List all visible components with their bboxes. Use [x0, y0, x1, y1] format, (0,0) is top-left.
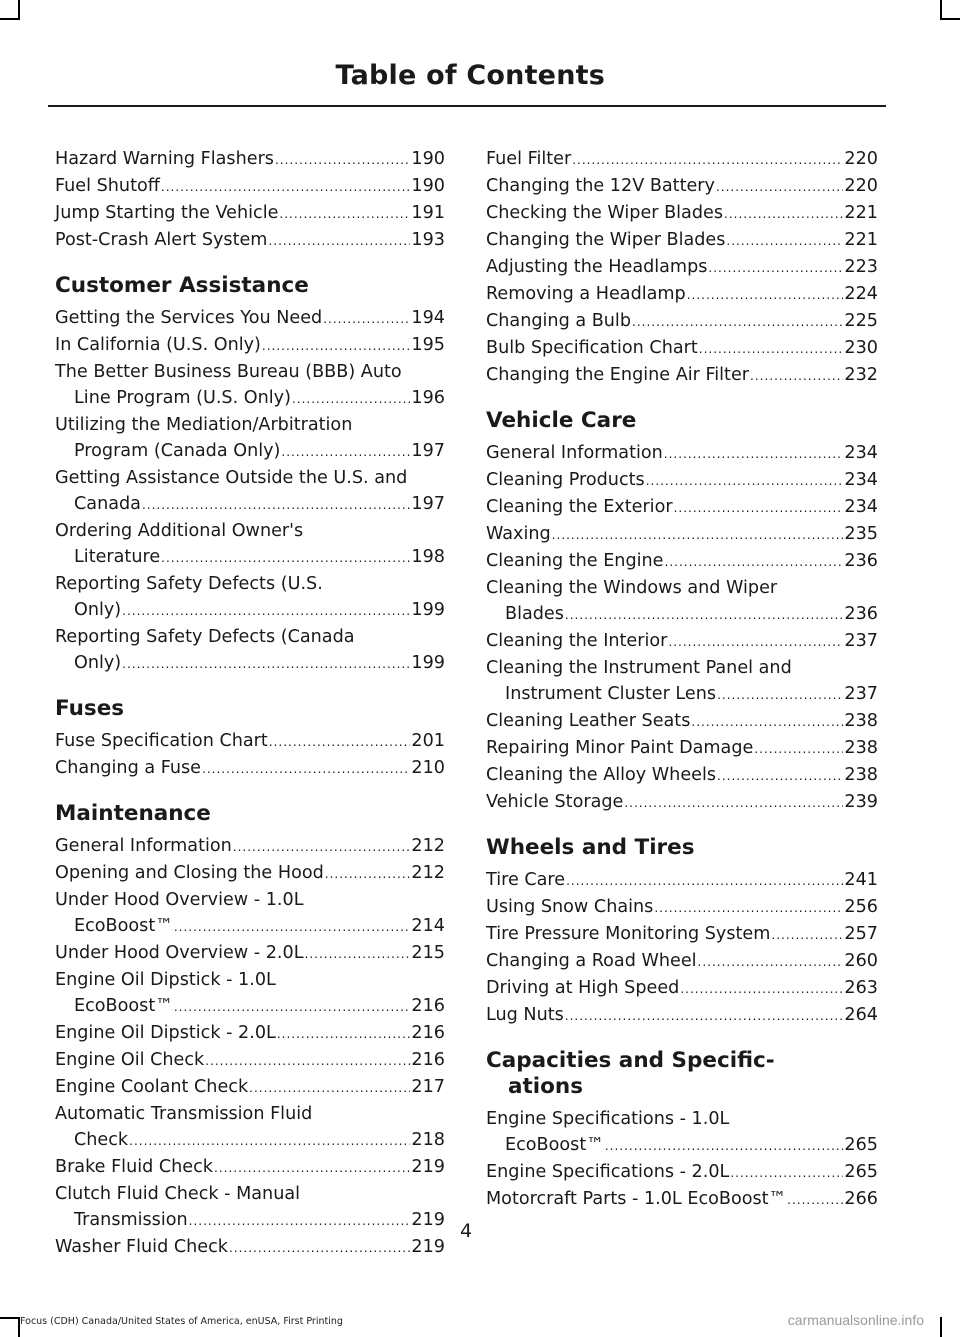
- toc-entry-page: 257: [844, 924, 878, 944]
- dot-leader: [292, 386, 410, 412]
- toc-entry[interactable]: [55, 940, 445, 967]
- toc-entry-title: Removing a Headlamp: [486, 284, 686, 304]
- toc-entry[interactable]: [55, 1074, 445, 1101]
- toc-entry-page: 260: [844, 951, 878, 971]
- toc-entry-page: 198: [411, 547, 445, 567]
- toc-entry-title: Cleaning the Windows and Wiper: [486, 578, 778, 598]
- dot-leader: [724, 201, 843, 227]
- toc-entry-page: 238: [844, 711, 878, 731]
- toc-entry-title: Cleaning the Exterior: [486, 497, 673, 517]
- dot-leader: [691, 709, 843, 735]
- toc-entry-title: Engine Oil Dipstick - 1.0L: [55, 970, 276, 990]
- footer-text: Focus (CDH) Canada/United States of America, enUSA, First Printing: [20, 1316, 343, 1327]
- dot-leader: [566, 868, 843, 894]
- toc-entry[interactable]: [486, 1186, 878, 1213]
- toc-entry-title: Only): [74, 600, 122, 620]
- toc-entry-page: 225: [844, 311, 878, 331]
- section-heading-line: Wheels and Tires: [486, 835, 695, 860]
- toc-entry-title: Check: [74, 1130, 129, 1150]
- dot-leader: [646, 468, 844, 494]
- toc-entry-title: Cleaning Leather Seats: [486, 711, 691, 731]
- dot-leader: [205, 1048, 410, 1074]
- dot-leader: [787, 1187, 843, 1213]
- toc-entry-title: Getting Assistance Outside the U.S. and: [55, 468, 408, 488]
- dot-leader: [605, 1133, 844, 1159]
- dot-leader: [665, 549, 844, 575]
- dot-leader: [708, 255, 843, 281]
- title-divider: [48, 105, 886, 107]
- toc-entry-title: General Information: [486, 443, 663, 463]
- section-heading-line: Customer Assistance: [55, 273, 309, 298]
- toc-entry-title: Driving at High Speed: [486, 978, 680, 998]
- toc-entry-page: 221: [844, 230, 878, 250]
- section-heading: [486, 408, 878, 434]
- toc-entry-page: 234: [844, 443, 878, 463]
- toc-entry-page: 196: [411, 388, 445, 408]
- toc-entry-page: 223: [844, 257, 878, 277]
- toc-entry-title: Utilizing the Mediation/Arbitration: [55, 415, 353, 435]
- toc-entry[interactable]: [55, 571, 445, 624]
- toc-entry-title: Changing the Wiper Blades: [486, 230, 726, 250]
- toc-entry[interactable]: [55, 227, 445, 254]
- toc-left-column: [55, 146, 445, 1261]
- toc-entry[interactable]: [486, 1106, 878, 1159]
- dot-leader: [262, 333, 410, 359]
- toc-entry[interactable]: [486, 308, 878, 335]
- dot-leader: [323, 306, 410, 332]
- toc-entry-title: Tire Care: [486, 870, 566, 890]
- dot-leader: [572, 147, 843, 173]
- toc-entry-title: Fuel Filter: [486, 149, 572, 169]
- dot-leader: [668, 629, 843, 655]
- toc-entry-page: 210: [411, 758, 445, 778]
- toc-entry-title: EcoBoost™: [74, 996, 173, 1016]
- toc-entry[interactable]: [55, 833, 445, 860]
- toc-entry-title: Post-Crash Alert System: [55, 230, 268, 250]
- toc-entry-title: Cleaning the Alloy Wheels: [486, 765, 717, 785]
- dot-leader: [750, 363, 843, 389]
- toc-entry-title: Washer Fluid Check: [55, 1237, 228, 1257]
- toc-entry[interactable]: [486, 628, 878, 655]
- toc-entry-title: Clutch Fluid Check - Manual: [55, 1184, 301, 1204]
- toc-entry-title: Engine Specifications - 1.0L: [486, 1109, 730, 1129]
- toc-entry-page: 221: [844, 203, 878, 223]
- toc-entry[interactable]: [486, 335, 878, 362]
- dot-leader: [269, 729, 411, 755]
- crop-mark-bottom-right: [940, 1317, 942, 1337]
- toc-entry[interactable]: [486, 894, 878, 921]
- dot-leader: [279, 201, 410, 227]
- toc-entry-page: 195: [411, 335, 445, 355]
- toc-entry[interactable]: [55, 173, 445, 200]
- toc-entry-title: Literature: [74, 547, 161, 567]
- toc-entry-title: In California (U.S. Only): [55, 335, 261, 355]
- toc-entry[interactable]: [55, 887, 445, 940]
- toc-entry[interactable]: [486, 1159, 878, 1186]
- toc-entry-page: 214: [411, 916, 445, 936]
- toc-entry-page: 234: [844, 470, 878, 490]
- toc-entry-title: Waxing: [486, 524, 551, 544]
- toc-entry-title: Using Snow Chains: [486, 897, 654, 917]
- toc-entry-title: Engine Oil Dipstick - 2.0L: [55, 1023, 276, 1043]
- section-heading-line: Vehicle Care: [486, 408, 637, 433]
- toc-entry-page: 194: [411, 308, 445, 328]
- toc-entry[interactable]: [55, 146, 445, 173]
- crop-mark-top-left: [18, 0, 20, 20]
- dot-leader: [174, 914, 411, 940]
- toc-entry[interactable]: [486, 146, 878, 173]
- toc-entry-title: Bulb Specification Chart: [486, 338, 698, 358]
- toc-entry[interactable]: [486, 254, 878, 281]
- toc-entry-title: Lug Nuts: [486, 1005, 564, 1025]
- toc-entry-page: 224: [844, 284, 878, 304]
- toc-entry-title: EcoBoost™: [505, 1135, 604, 1155]
- dot-leader: [305, 941, 411, 967]
- toc-entry[interactable]: [486, 467, 878, 494]
- crop-mark-bottom-left-h: [0, 1317, 20, 1319]
- toc-entry-page: 212: [411, 863, 445, 883]
- toc-entry[interactable]: [486, 281, 878, 308]
- toc-entry[interactable]: [486, 867, 878, 894]
- toc-entry-page: 219: [411, 1157, 445, 1177]
- dot-leader: [687, 282, 844, 308]
- dot-leader: [632, 309, 843, 335]
- toc-entry[interactable]: [55, 1101, 445, 1154]
- toc-entry-page: 236: [844, 604, 878, 624]
- toc-entry[interactable]: [55, 305, 445, 332]
- toc-entry-title: Hazard Warning Flashers: [55, 149, 274, 169]
- crop-mark-top-right-h: [940, 18, 960, 20]
- toc-entry-page: 264: [844, 1005, 878, 1025]
- toc-entry-title: Blades: [505, 604, 564, 624]
- toc-entry-page: 263: [844, 978, 878, 998]
- toc-entry-title: Repairing Minor Paint Damage: [486, 738, 754, 758]
- toc-entry[interactable]: [55, 465, 445, 518]
- dot-leader: [281, 439, 410, 465]
- toc-entry-title: Cleaning the Engine: [486, 551, 664, 571]
- toc-entry-page: 199: [411, 653, 445, 673]
- toc-entry-page: 191: [411, 203, 445, 223]
- toc-entry-title: Reporting Safety Defects (U.S.: [55, 574, 323, 594]
- dot-leader: [122, 651, 410, 677]
- toc-entry-title: Ordering Additional Owner's: [55, 521, 304, 541]
- toc-entry-page: 241: [844, 870, 878, 890]
- toc-entry[interactable]: [486, 921, 878, 948]
- section-heading: [486, 835, 878, 861]
- toc-entry[interactable]: [486, 494, 878, 521]
- toc-entry-title: Changing the Engine Air Filter: [486, 365, 750, 385]
- toc-entry-title: General Information: [55, 836, 232, 856]
- toc-entry[interactable]: [486, 521, 878, 548]
- toc-entry-page: 220: [844, 176, 878, 196]
- dot-leader: [202, 756, 410, 782]
- section-heading: [55, 801, 445, 827]
- dot-leader: [129, 1128, 410, 1154]
- toc-entry-title: Changing a Road Wheel: [486, 951, 697, 971]
- page-number: 4: [459, 1220, 473, 1242]
- dot-leader: [275, 147, 410, 173]
- toc-entry-page: 216: [411, 1050, 445, 1070]
- toc-entry-title: Jump Starting the Vehicle: [55, 203, 279, 223]
- toc-entry-title: Cleaning the Instrument Panel and: [486, 658, 792, 678]
- toc-entry[interactable]: [55, 412, 445, 465]
- toc-entry[interactable]: [486, 362, 878, 389]
- toc-entry[interactable]: [486, 440, 878, 467]
- crop-mark-top-left-h: [0, 18, 20, 20]
- toc-entry-title: Adjusting the Headlamps: [486, 257, 708, 277]
- toc-entry-page: 237: [844, 684, 878, 704]
- dot-leader: [122, 598, 410, 624]
- toc-entry[interactable]: [486, 1002, 878, 1029]
- toc-entry-title: Getting the Services You Need: [55, 308, 323, 328]
- toc-entry-page: 235: [844, 524, 878, 544]
- toc-entry[interactable]: [486, 948, 878, 975]
- toc-entry-title: Cleaning the Interior: [486, 631, 668, 651]
- toc-entry-page: 218: [411, 1130, 445, 1150]
- toc-right-column: [486, 146, 878, 1213]
- toc-entry-title: Only): [74, 653, 122, 673]
- dot-leader: [654, 895, 843, 921]
- toc-entry[interactable]: [486, 975, 878, 1002]
- toc-entry-page: 201: [411, 731, 445, 751]
- dot-leader: [142, 492, 410, 518]
- toc-entry[interactable]: [55, 1047, 445, 1074]
- toc-entry[interactable]: [55, 1154, 445, 1181]
- toc-entry-page: 265: [844, 1135, 878, 1155]
- toc-entry-page: 239: [844, 792, 878, 812]
- dot-leader: [674, 495, 844, 521]
- toc-entry-title: Engine Coolant Check: [55, 1077, 249, 1097]
- dot-leader: [161, 174, 411, 200]
- section-heading: [55, 273, 445, 299]
- dot-leader: [174, 994, 411, 1020]
- toc-entry-page: 265: [844, 1162, 878, 1182]
- dot-leader: [552, 522, 844, 548]
- toc-entry-page: 216: [411, 996, 445, 1016]
- toc-entry-page: 216: [411, 1023, 445, 1043]
- toc-entry[interactable]: [55, 967, 445, 1020]
- toc-entry-page: 190: [411, 176, 445, 196]
- toc-entry-title: Changing a Bulb: [486, 311, 631, 331]
- toc-entry-title: Automatic Transmission Fluid: [55, 1104, 313, 1124]
- dot-leader: [624, 790, 843, 816]
- toc-entry-page: 219: [411, 1237, 445, 1257]
- toc-entry-page: 266: [844, 1189, 878, 1209]
- dot-leader: [754, 736, 843, 762]
- toc-entry[interactable]: [486, 789, 878, 816]
- toc-entry[interactable]: [486, 735, 878, 762]
- toc-entry-page: 237: [844, 631, 878, 651]
- toc-entry[interactable]: [55, 624, 445, 677]
- toc-entry-title: Cleaning Products: [486, 470, 645, 490]
- toc-entry-title: Canada: [74, 494, 141, 514]
- toc-entry[interactable]: [55, 359, 445, 412]
- toc-entry-title: Opening and Closing the Hood: [55, 863, 324, 883]
- section-heading-line: Capacities and Specific-: [486, 1048, 775, 1073]
- dot-leader: [325, 861, 411, 887]
- toc-entry-title: Checking the Wiper Blades: [486, 203, 724, 223]
- dot-leader: [716, 174, 843, 200]
- dot-leader: [699, 336, 844, 362]
- toc-entry-title: Under Hood Overview - 1.0L: [55, 890, 304, 910]
- toc-entry-title: EcoBoost™: [74, 916, 173, 936]
- toc-entry-title: Reporting Safety Defects (Canada: [55, 627, 355, 647]
- toc-entry-title: Fuse Specification Chart: [55, 731, 268, 751]
- toc-entry[interactable]: [55, 200, 445, 227]
- toc-entry-title: Vehicle Storage: [486, 792, 624, 812]
- toc-entry[interactable]: [486, 173, 878, 200]
- toc-entry-page: 220: [844, 149, 878, 169]
- dot-leader: [565, 1003, 844, 1029]
- dot-leader: [717, 763, 843, 789]
- toc-entry-title: Instrument Cluster Lens: [505, 684, 717, 704]
- toc-entry-page: 234: [844, 497, 878, 517]
- dot-leader: [717, 682, 843, 708]
- dot-leader: [161, 545, 410, 571]
- dot-leader: [268, 228, 410, 254]
- toc-entry[interactable]: [486, 575, 878, 628]
- crop-mark-top-right: [940, 0, 942, 20]
- toc-entry-title: Line Program (U.S. Only): [74, 388, 291, 408]
- toc-entry-title: Under Hood Overview - 2.0L: [55, 943, 304, 963]
- watermark: carmanualsonline.info: [787, 1312, 924, 1328]
- toc-entry[interactable]: [55, 332, 445, 359]
- dot-leader: [565, 602, 844, 628]
- toc-entry-page: 190: [411, 149, 445, 169]
- toc-entry[interactable]: [486, 762, 878, 789]
- toc-entry-page: 219: [411, 1210, 445, 1230]
- toc-entry[interactable]: [486, 227, 878, 254]
- dot-leader: [771, 922, 843, 948]
- dot-leader: [233, 834, 411, 860]
- toc-entry-title: Motorcraft Parts - 1.0L EcoBoost™: [486, 1189, 787, 1209]
- toc-entry-title: Changing the 12V Battery: [486, 176, 715, 196]
- toc-entry-page: 193: [411, 230, 445, 250]
- toc-entry-page: 215: [411, 943, 445, 963]
- section-heading: [55, 696, 445, 722]
- dot-leader: [664, 441, 844, 467]
- toc-entry[interactable]: [55, 755, 445, 782]
- dot-leader: [214, 1155, 410, 1181]
- dot-leader: [698, 949, 844, 975]
- section-heading-line: Maintenance: [55, 801, 211, 826]
- toc-entry-title: Engine Specifications - 2.0L: [486, 1162, 730, 1182]
- toc-entry-title: Tire Pressure Monitoring System: [486, 924, 771, 944]
- toc-entry[interactable]: [486, 655, 878, 708]
- dot-leader: [726, 228, 843, 254]
- toc-entry-page: 230: [844, 338, 878, 358]
- toc-entry[interactable]: [486, 708, 878, 735]
- dot-leader: [249, 1075, 410, 1101]
- toc-entry-title: The Better Business Bureau (BBB) Auto: [55, 362, 402, 382]
- toc-entry[interactable]: [55, 518, 445, 571]
- page-title: Table of Contents: [335, 60, 605, 91]
- toc-entry-page: 238: [844, 765, 878, 785]
- toc-entry-title: Brake Fluid Check: [55, 1157, 213, 1177]
- section-heading-line: ations: [508, 1074, 584, 1099]
- dot-leader: [730, 1160, 843, 1186]
- dot-leader: [680, 976, 843, 1002]
- toc-entry[interactable]: [55, 1020, 445, 1047]
- toc-entry-page: 217: [411, 1077, 445, 1097]
- toc-entry[interactable]: [486, 548, 878, 575]
- toc-entry-title: Fuel Shutoff: [55, 176, 160, 196]
- toc-entry-page: 199: [411, 600, 445, 620]
- section-heading: [486, 1048, 878, 1100]
- toc-entry-page: 197: [411, 494, 445, 514]
- toc-entry-title: Program (Canada Only): [74, 441, 281, 461]
- toc-entry[interactable]: [55, 860, 445, 887]
- toc-entry-page: 236: [844, 551, 878, 571]
- toc-entry-page: 232: [844, 365, 878, 385]
- section-heading-line: Fuses: [55, 696, 125, 721]
- toc-entry-title: Engine Oil Check: [55, 1050, 205, 1070]
- toc-entry-page: 212: [411, 836, 445, 856]
- toc-entry[interactable]: [486, 200, 878, 227]
- dot-leader: [277, 1021, 411, 1047]
- toc-entry[interactable]: [55, 728, 445, 755]
- toc-entry-page: 197: [411, 441, 445, 461]
- toc-entry-title: Transmission: [74, 1210, 188, 1230]
- toc-entry-title: Changing a Fuse: [55, 758, 202, 778]
- toc-entry-page: 256: [844, 897, 878, 917]
- toc-entry-page: 238: [844, 738, 878, 758]
